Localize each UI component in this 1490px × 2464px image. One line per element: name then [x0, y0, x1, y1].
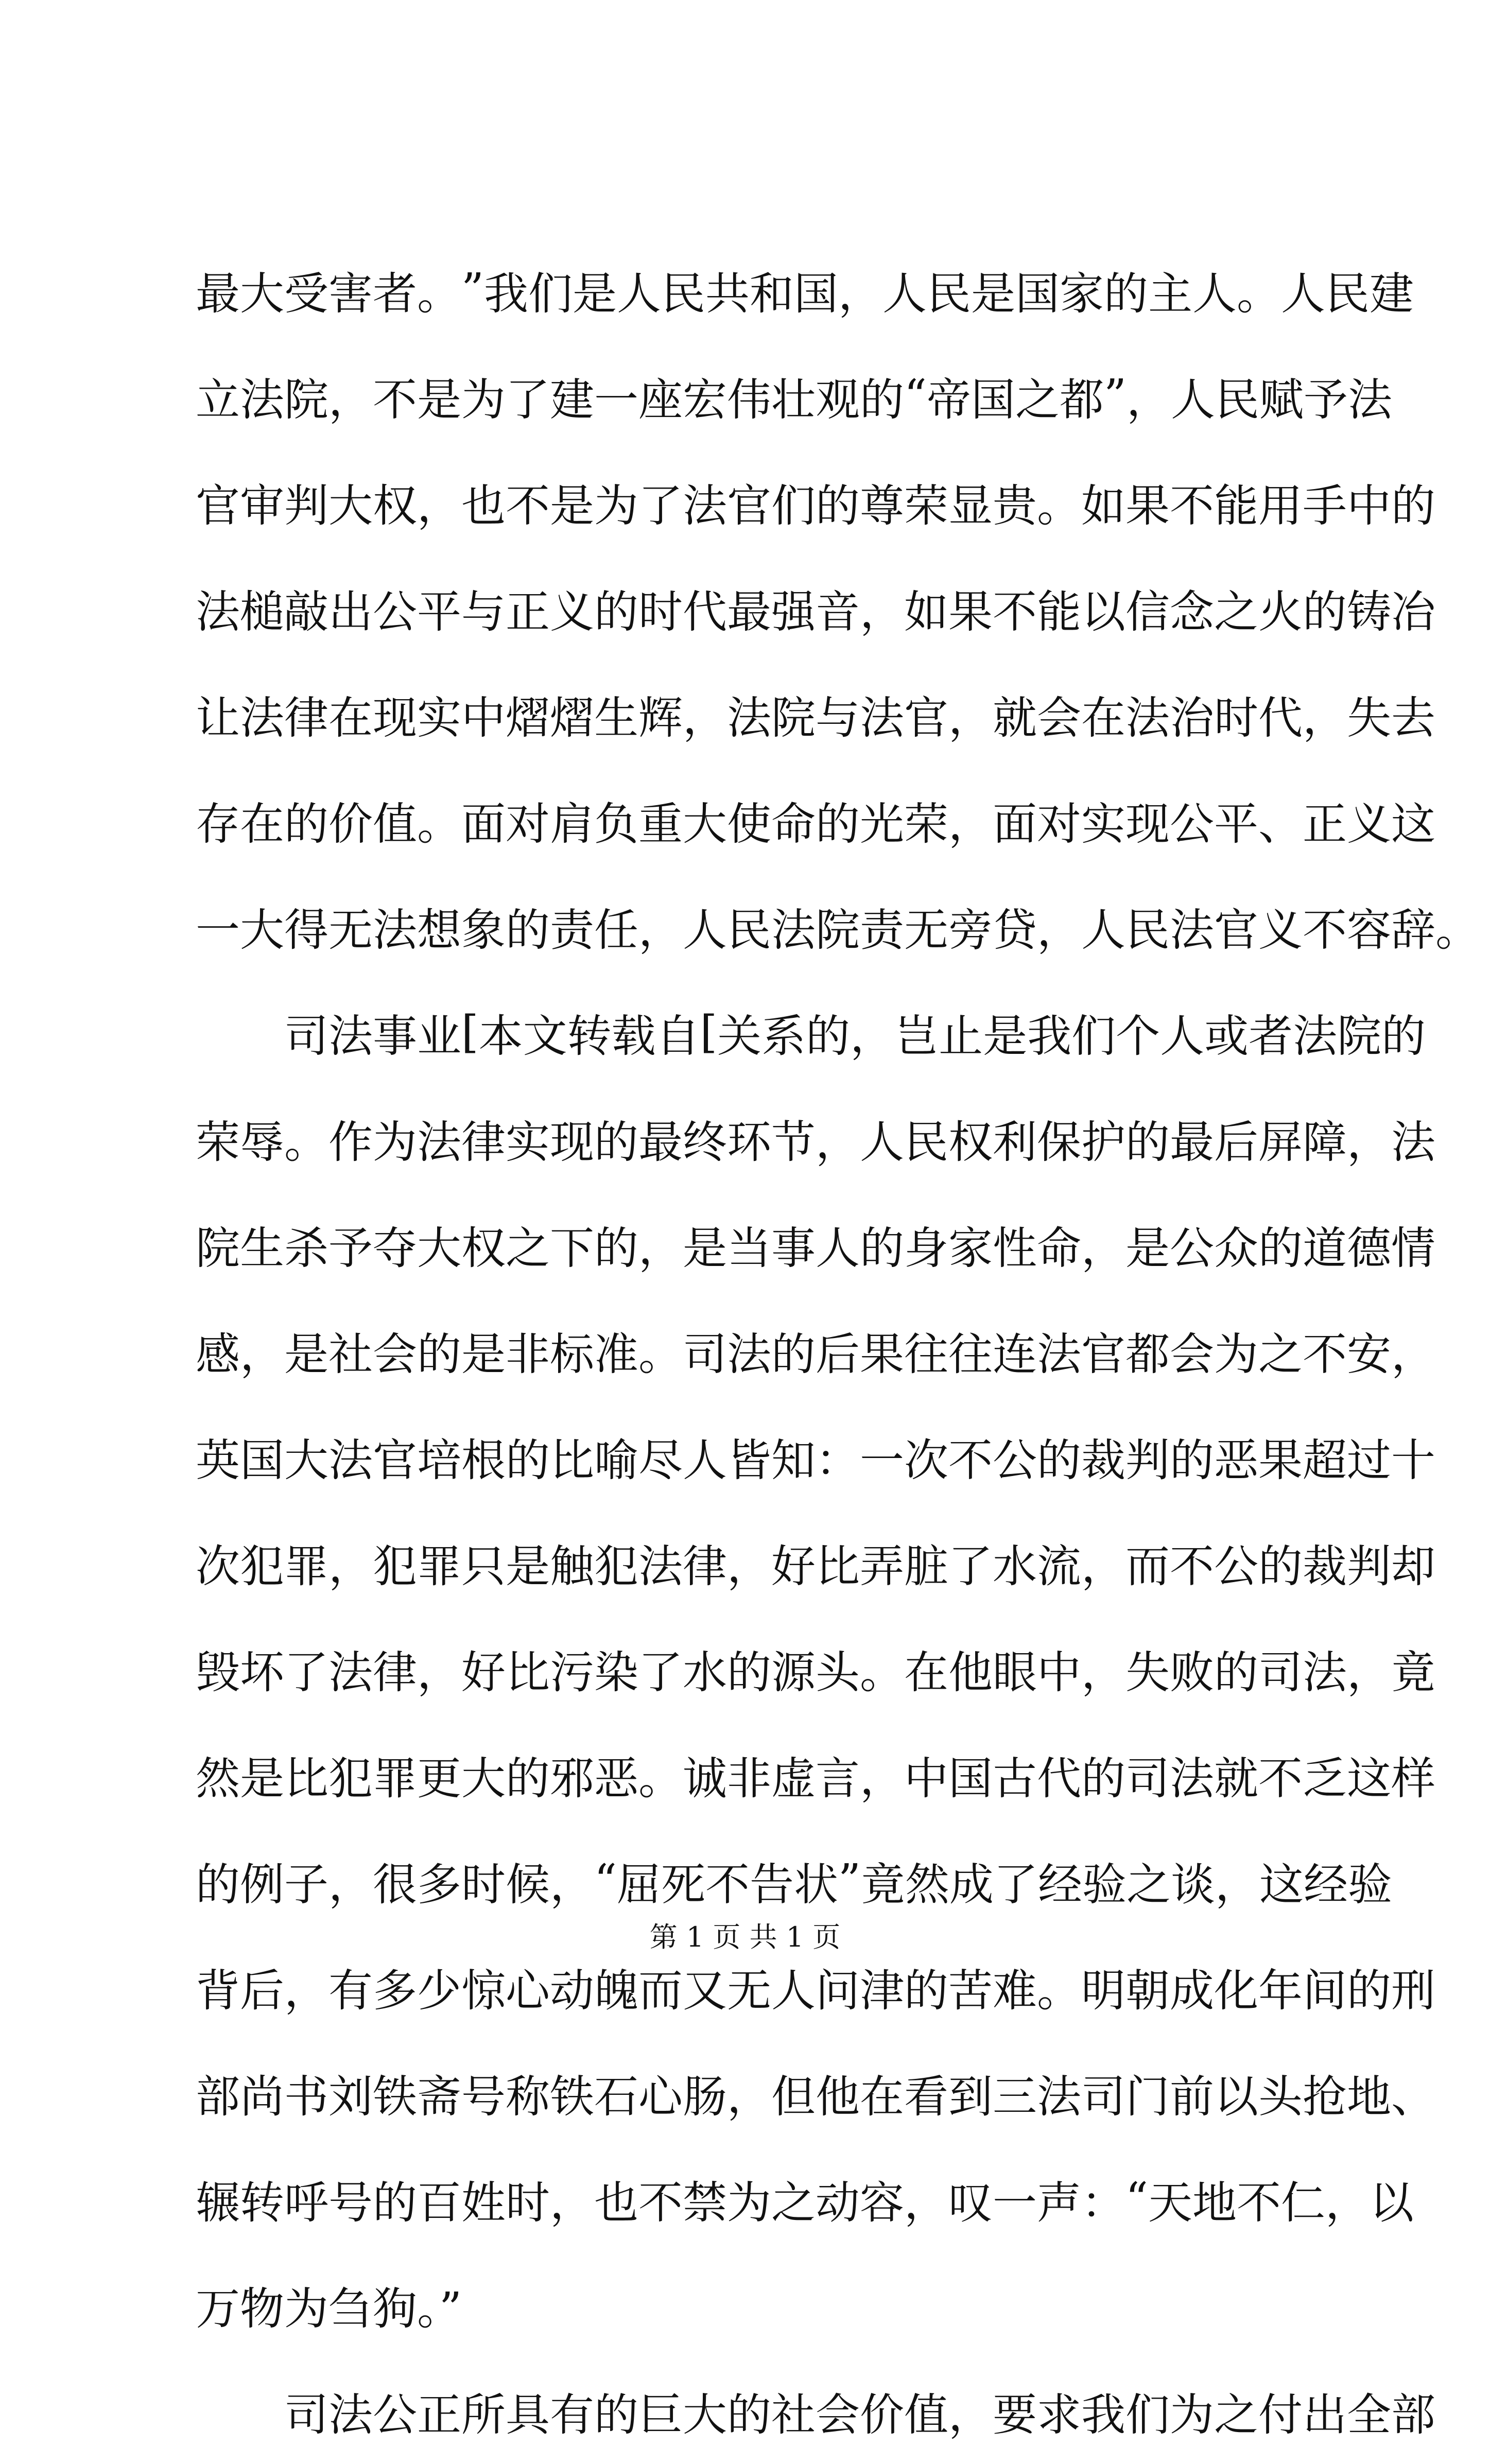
text-line: 荣 辱 。 作 为 法 律 实 现 的 最 终 环 节 ， 人 民 权 利 保 护 的 最 后 屏 障 ， 法 — [196, 1117, 1435, 1168]
text-line: 让 法 律 在 现 实 中 熠 熠 生 辉 ， 法 院 与 法 官 ， 就 会 在 法 治 时 代 ， 失 去 — [196, 692, 1435, 744]
text-line: 感 ， 是 社 会 的 是 非 标 准 。 司 法 的 后 果 往 往 连 法 官 都 会 为 之 不 安 ， — [196, 1329, 1435, 1380]
page-number-footer: 第 1 页 共 1 页 — [649, 1921, 841, 1953]
text-line: 英 国 大 法 官 培 根 的 比 喻 尽 人 皆 知 ： 一 次 不 公 的 裁 判 的 恶 果 超 过 十 — [196, 1435, 1435, 1486]
body-text — [196, 237, 1480, 2464]
text-line: 一 大 得 无 法 想 象 的 责 任 ， 人 民 法 院 责 无 旁 贷 ， 人 民 法 官 义 不 容 辞 。 — [196, 905, 1480, 956]
text-line: 存 在 的 价 值 。 面 对 肩 负 重 大 使 命 的 光 荣 ， 面 对 实 现 公 平 、 正 义 这 — [196, 799, 1435, 850]
text-line: 的 例 子 ， 很 多 时 候 ， “ 屈 死 不 告 状 ” 竟 然 成 了 经 验 之 谈 ， 这 经 验 — [196, 1855, 1392, 1911]
text-line: 最 大 受 害 者 。 ” 我 们 是 人 民 共 和 国 ， 人 民 是 国 家 的 主 人 。 人 民 建 — [196, 264, 1414, 320]
text-line: 立 法 院 ， 不 是 为 了 建 一 座 宏 伟 壮 观 的 “ 帝 国 之 都 ” ， 人 民 赋 予 法 — [196, 370, 1392, 426]
paragraph-first-line: 司 法 事 业 [ 本 文 转 载 自 [ 关 系 的 ， 岂 止 是 我 们 个 人 或 者 法 院 的 — [284, 1007, 1426, 1062]
text-line: 背 后 ， 有 多 少 惊 心 动 魄 而 又 无 人 问 津 的 苦 难 。 明 朝 成 化 年 间 的 刑 — [196, 1965, 1435, 2017]
text-line: 法 槌 敲 出 公 平 与 正 义 的 时 代 最 强 音 ， 如 果 不 能 以 信 念 之 火 的 铸 冶 — [196, 586, 1435, 638]
text-line: 部 尚 书 刘 铁 斋 号 称 铁 石 心 肠 ， 但 他 在 看 到 三 法 司 门 前 以 头 抢 地 、 — [196, 2071, 1435, 2123]
paragraph-first-line: 司 法 公 正 所 具 有 的 巨 大 的 社 会 价 值 ， 要 求 我 们 为 之 付 出 全 部 — [284, 2389, 1435, 2441]
text-line: 院 生 杀 予 夺 大 权 之 下 的 ， 是 当 事 人 的 身 家 性 命 ， 是 公 众 的 道 德 情 — [196, 1223, 1435, 1274]
text-line: 辗 转 呼 号 的 百 姓 时 ， 也 不 禁 为 之 动 容 ， 叹 一 声 ： “ 天 地 不 仁 ， 以 — [196, 2173, 1414, 2229]
text-line: 然 是 比 犯 罪 更 大 的 邪 恶 。 诚 非 虚 言 ， 中 国 古 代 的 司 法 就 不 乏 这 样 — [196, 1753, 1435, 1804]
text-line: 官 审 判 大 权 ， 也 不 是 为 了 法 官 们 的 尊 荣 显 贵 。 如 果 不 能 用 手 中 的 — [196, 480, 1435, 532]
text-line: 万物为刍狗。” — [196, 2283, 462, 2335]
text-line: 毁 坏 了 法 律 ， 好 比 污 染 了 水 的 源 头 。 在 他 眼 中 ， 失 败 的 司 法 ， 竟 — [196, 1647, 1435, 1698]
text-line: 次 犯 罪 ， 犯 罪 只 是 触 犯 法 律 ， 好 比 弄 脏 了 水 流 ， 而 不 公 的 裁 判 却 — [196, 1541, 1435, 1592]
